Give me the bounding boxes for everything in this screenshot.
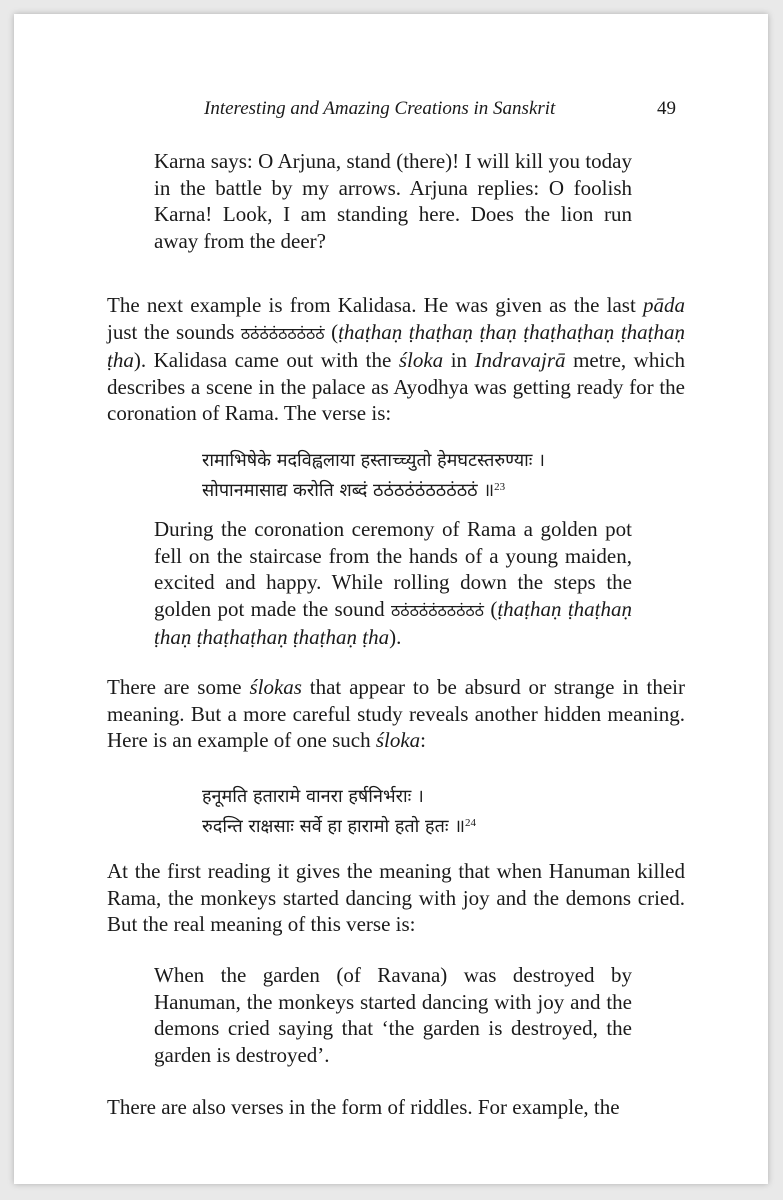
quote-coronation [154,516,632,651]
quote2-sounds-devanagari: ठठंठठंठंठठठंठठं [391,600,484,620]
verse-24-line-2: रुदन्ति राक्षसाः सर्वे हा हारामो हतो हतः ॥ [202,816,466,837]
para2-text-2: that appear to be absurd or strange in their meaning. But a more careful study reveals another hidden meaning. Here is an example of one such [107,675,685,752]
sanskrit-verse-23 [202,448,545,504]
quote2-sounds-transliteration: ṭhaṭhaṇ ṭhaṭhaṇ ṭhaṇ ṭhaṭhaṭhaṇ ṭhaṭhaṇ ṭha [154,596,633,649]
verse-23-line-2: सोपानमासाद्य करोति शब्दं ठठंठठंठंठठठंठठं ॥ [202,480,495,501]
sounds-devanagari: ठठंठंठंठठठंठठं [240,323,325,343]
paragraph-first-reading: At the first reading it gives the meaning that when Hanuman killed Rama, the monkeys started dancing with joy and the demons cried. But the real meaning of this verse is: [107,859,685,936]
paragraph-riddles: There are also verses in the form of riddles. For example, the [107,1095,620,1119]
para1-text-2: just the sounds [107,319,241,344]
para1-text-6: metre, which describes a scene in the palace as Ayodhya was getting ready for the coronation of Rama. The verse is: [107,348,685,425]
para2-text-3: : [420,728,426,752]
quote-garden: When the garden (of Ravana) was destroyed by Hanuman, the monkeys started dancing with joy and the demons cried saying that ‘the garden is destroyed, the garden is destroyed’. [154,963,632,1067]
quote-karna-arjuna: Karna says: O Arjuna, stand (there)! I will kill you today in the battle by my arrows. Arjuna replies: O foolish Karna! Look, I am standing here. Does the lion run away from the deer? [154,149,632,253]
book-page [14,14,768,1184]
footnote-23: 23 [494,481,506,493]
term-pada: pāda [643,293,685,317]
verse-23-line-1: रामाभिषेके मदविह्वलाया हस्ताच्च्युतो हेमघटस्तरुण्याः । [202,450,545,471]
para1-text-1: The next example is from Kalidasa. He was given as the last [107,293,643,317]
quote2-text-3: ). [389,625,402,649]
sanskrit-verse-24 [202,784,476,840]
para2-text-1: There are some [107,675,250,699]
paragraph-kalidasa [107,292,685,427]
para1-text-5: in [443,348,475,372]
header-title: Interesting and Amazing Creations in Sanskrit [204,98,556,119]
page-number: 49 [657,98,676,119]
footnote-24: 24 [465,817,477,829]
para1-text-3: ( [324,319,339,344]
term-sloka: śloka [398,348,444,372]
verse-24-line-1: हनूमति हतारामे वानरा हर्षनिर्भराः । [202,786,424,807]
para1-text-4: ). Kalidasa came out with the [133,348,399,372]
sounds-transliteration: ṭhaṭhaṇ ṭhaṭhaṇ ṭhaṇ ṭhaṭhaṭhaṇ ṭhaṭhaṇ ṭha [107,319,685,372]
term-indravajra: Indravajrā [474,348,566,372]
quote2-text-2: ( [483,596,498,621]
term-slokas: ślokas [249,675,302,699]
paragraph-slokas [107,674,685,754]
running-header [204,98,676,120]
quote2-text-1: During the coronation ceremony of Rama a golden pot fell on the staircase from the hands of a young maiden, excited and happy. While rolling down the steps the golden pot made the sound [154,517,632,621]
term-sloka-2: śloka [375,728,421,752]
